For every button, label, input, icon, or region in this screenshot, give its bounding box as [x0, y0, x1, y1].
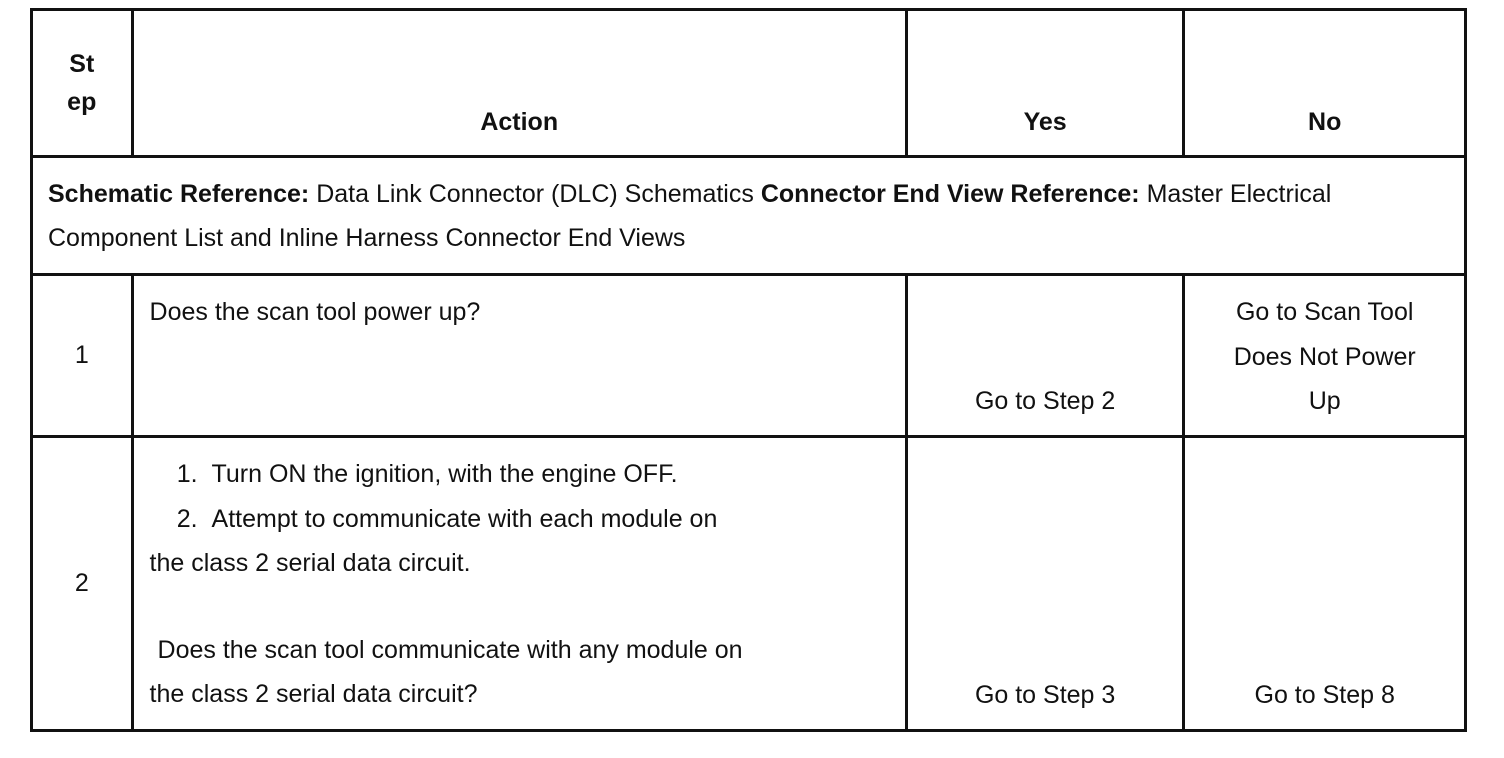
header-step-line-1: St	[69, 50, 95, 78]
action-list-item	[150, 497, 905, 542]
reference-row	[32, 157, 1466, 275]
no-line: Go to Scan Tool	[1235, 298, 1414, 326]
no-line: Up	[1308, 387, 1341, 415]
list-item-text: Turn ON the ignition, with the engine OFF.	[211, 460, 678, 488]
spacer	[150, 586, 905, 628]
action-cell	[132, 275, 906, 437]
action-cell	[132, 437, 906, 731]
diagnostic-table	[30, 8, 1467, 732]
connector-reference-value: Master Electrical Component List and Inline Harness Connector End Views	[48, 179, 1332, 252]
no-cell: Go to Step 8	[1184, 437, 1466, 731]
no-line: Does Not Power	[1233, 342, 1416, 371]
no-cell	[1184, 275, 1466, 437]
list-item-text: Attempt to communicate with each module on	[211, 504, 718, 533]
action-question-line: Does the scan tool communicate with any module on	[157, 635, 743, 664]
action-question: Does the scan tool power up?	[149, 298, 481, 326]
header-action: Action	[132, 10, 906, 157]
action-question-line: the class 2 serial data circuit?	[149, 680, 478, 708]
list-item-number: 2.	[176, 504, 198, 533]
header-step-line-2: ep	[67, 88, 97, 116]
table-row	[32, 275, 1466, 437]
header-yes: Yes	[906, 10, 1184, 157]
action-continuation: the class 2 serial data circuit.	[149, 549, 471, 577]
yes-cell: Go to Step 3	[906, 437, 1184, 731]
header-row	[32, 10, 1466, 157]
reference-cell	[32, 157, 1466, 275]
list-item-number: 1.	[176, 460, 198, 488]
header-no: No	[1184, 10, 1466, 157]
action-list-item	[150, 452, 905, 497]
header-step	[32, 10, 133, 157]
step-number: 1	[32, 275, 133, 437]
schematic-reference-label: Schematic Reference:	[48, 179, 310, 208]
step-number: 2	[32, 437, 133, 731]
yes-cell: Go to Step 2	[906, 275, 1184, 437]
schematic-reference-value: Data Link Connector (DLC) Schematics	[316, 179, 754, 208]
connector-reference-label: Connector End View Reference:	[760, 179, 1140, 208]
table-row	[32, 437, 1466, 731]
